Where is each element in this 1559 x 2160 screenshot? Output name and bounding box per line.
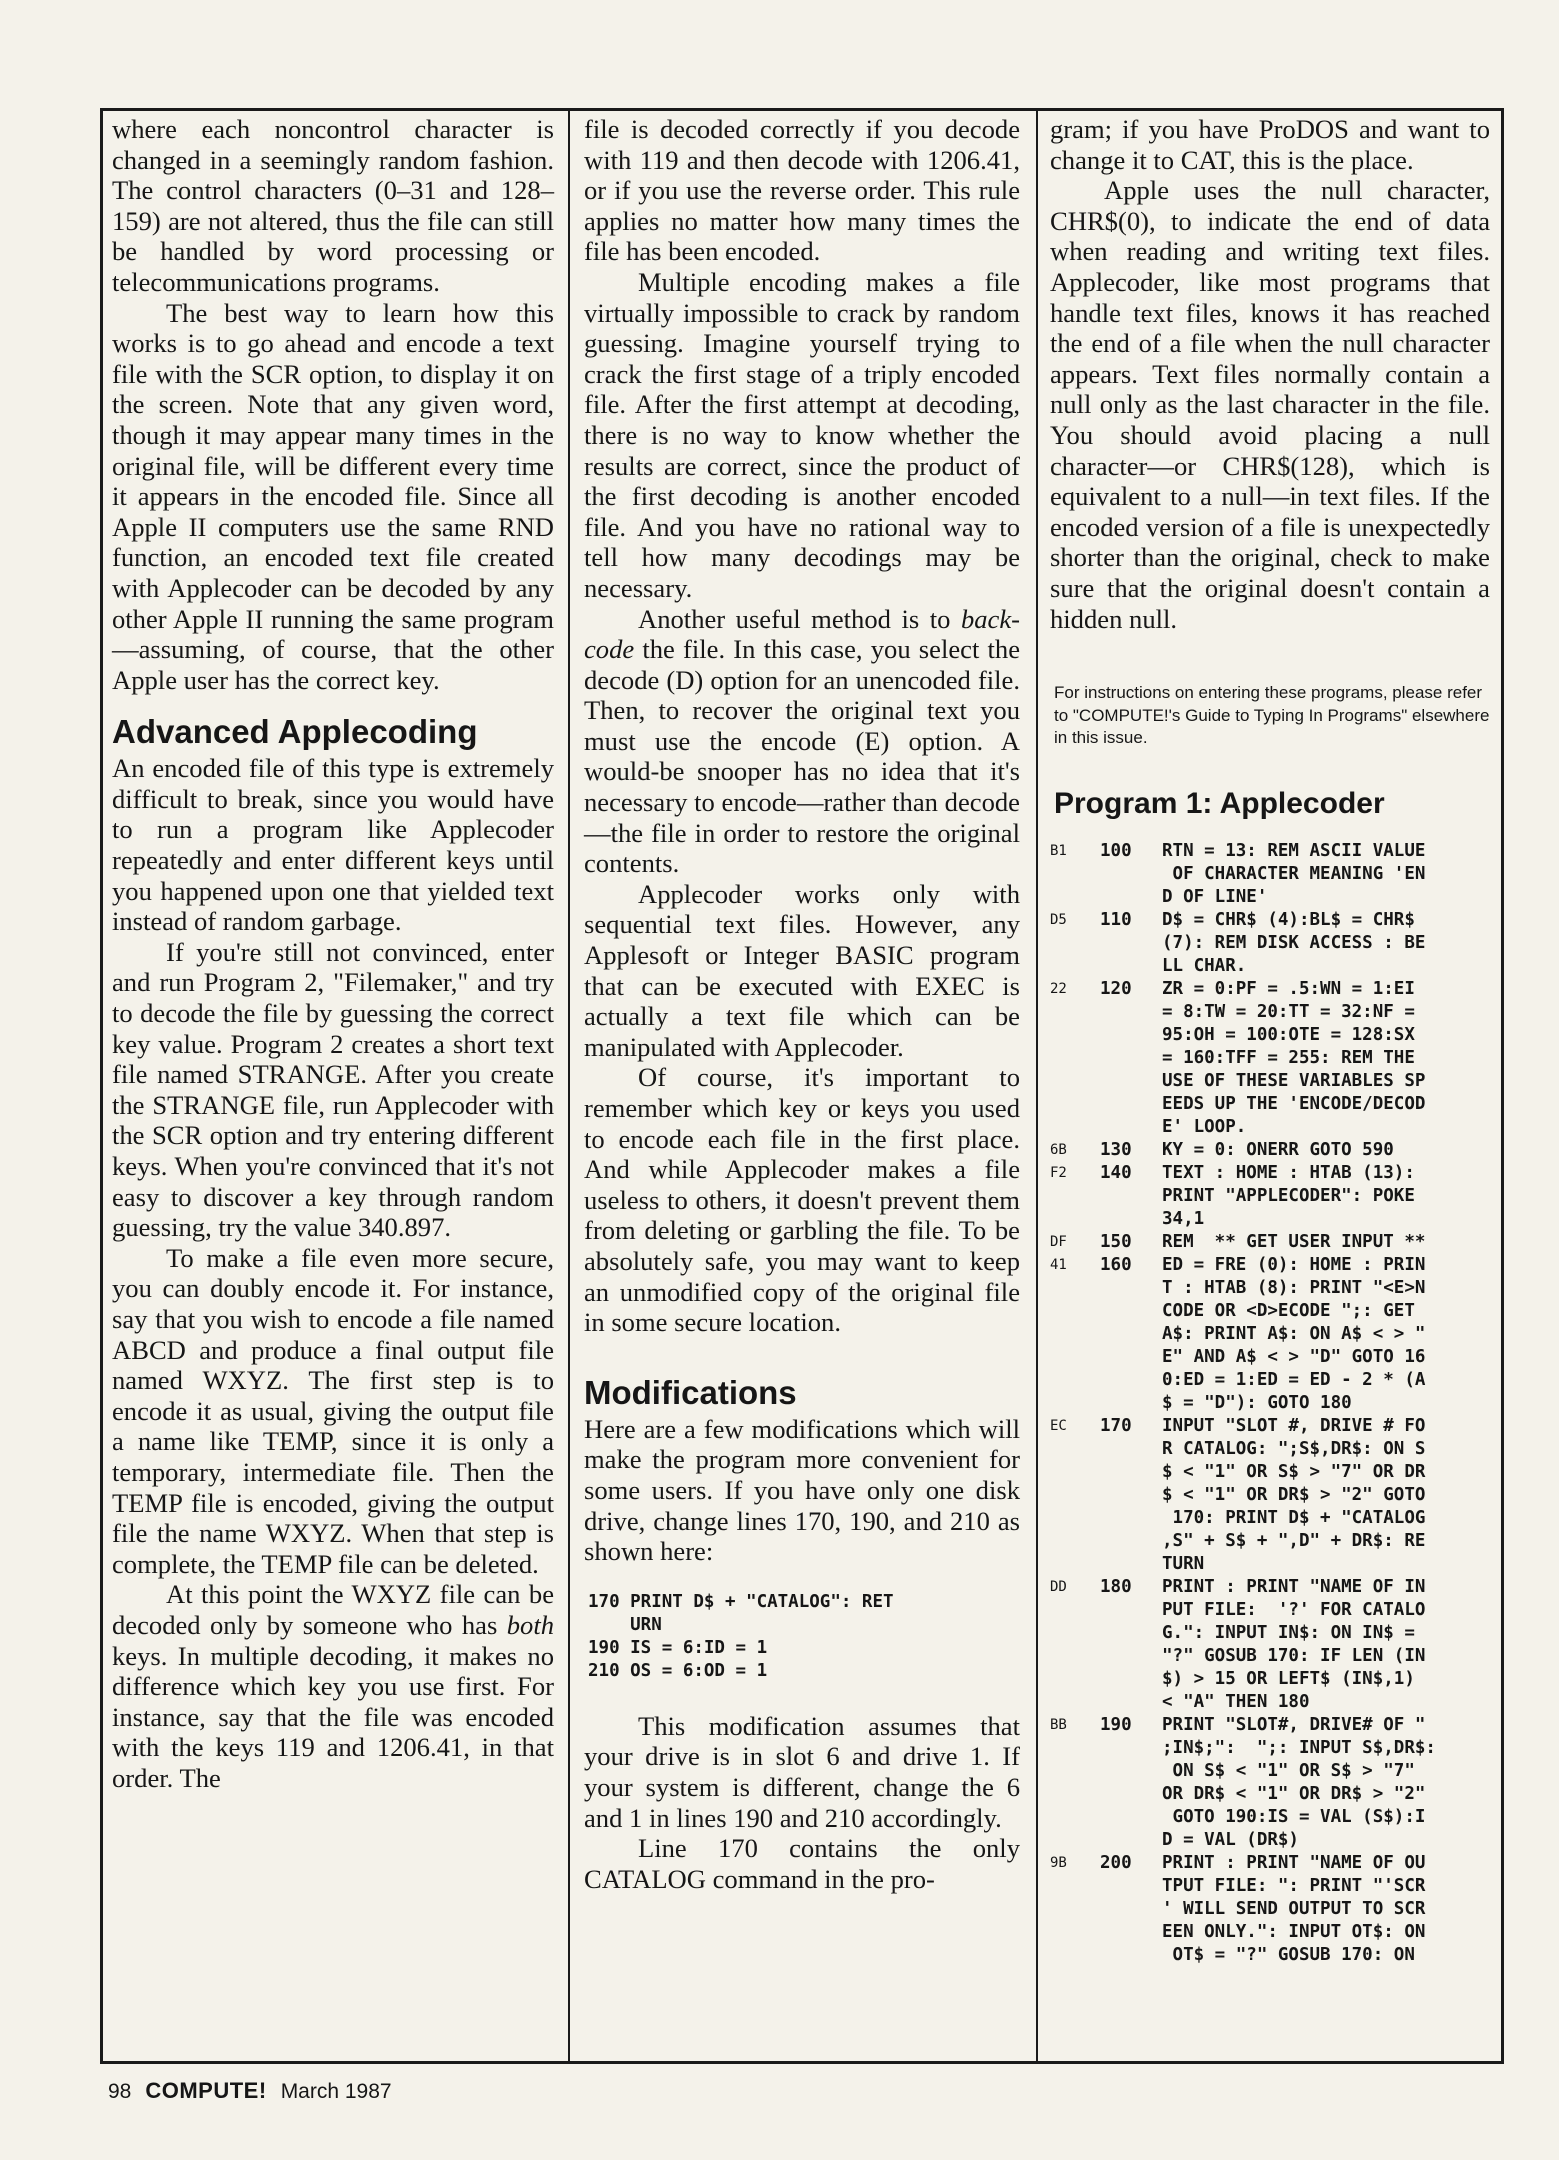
listing-line (1050, 1622, 1490, 1645)
code-text: REM ** GET USER INPUT ** (1162, 1231, 1426, 1252)
checksum (1050, 1921, 1100, 1944)
code-text: GOTO 190:IS = VAL (S$):I (1162, 1806, 1426, 1827)
checksum (1050, 1760, 1100, 1783)
paragraph: Apple uses the null character, CHR$(0), to indicate the end of data when reading and writing text files. Applecoder, like most programs that handle text files, knows it has reached the end of a file when the null character appears. Text files normally contain a null only as the last character in the file. You should avoid placing a null character—or CHR$(128), which is equivalent to a null—in text files. If the encoded version of a file is unexpectedly shorter than the original, check to make sure that the original doesn't contain a hidden null. (1050, 175, 1490, 634)
line-number: 170 (1100, 1415, 1132, 1436)
code-text: PRINT "APPLECODER": POKE (1162, 1185, 1415, 1206)
program-title: Program 1: Applecoder (1054, 786, 1385, 820)
checksum: DF (1050, 1233, 1067, 1250)
checksum (1050, 1001, 1100, 1024)
checksum (1050, 955, 1100, 978)
text-run: keys. In multiple decoding, it makes no difference which key you use first. For instance, say that the file was encoded with the keys 119 and 1206.41, in that order. The (112, 1640, 554, 1793)
code-text: < "A" THEN 180 (1162, 1691, 1310, 1712)
line-number (1100, 1737, 1162, 1760)
code-text: TURN (1162, 1553, 1205, 1574)
code-text: ,S" + S$ + ",D" + DR$: RE (1162, 1530, 1426, 1551)
line-number (1100, 1369, 1162, 1392)
line-number (1100, 1070, 1162, 1093)
checksum (1050, 1622, 1100, 1645)
code-text: LL CHAR. (1162, 955, 1247, 976)
line-number (1100, 1323, 1162, 1346)
column-2 (584, 114, 1020, 1894)
line-number (1100, 1944, 1162, 1967)
listing-line (1050, 1277, 1490, 1300)
checksum (1050, 1323, 1100, 1346)
line-number (1100, 1047, 1162, 1070)
checksum: 6B (1050, 1141, 1067, 1158)
code-text: RTN = 13: REM ASCII VALUE (1162, 840, 1426, 861)
line-number (1100, 955, 1162, 978)
code-text: OF CHARACTER MEANING 'EN (1162, 863, 1426, 884)
paragraph: Applecoder works only with sequential text files. However, any Applesoft or Integer BASIC program that can be executed with EXEC is actually a text file which can be manipulated with Applecoder. (584, 878, 1020, 1062)
listing-line (1050, 1070, 1490, 1093)
code-line: URN (588, 1614, 662, 1635)
column-1 (112, 114, 554, 1793)
listing-line (1050, 1553, 1490, 1576)
checksum (1050, 1507, 1100, 1530)
listing-line (1050, 1530, 1490, 1553)
code-text: $ < "1" OR S$ > "7" OR DR (1162, 1461, 1426, 1482)
code-text: PUT FILE: '?' FOR CATALO (1162, 1599, 1426, 1620)
listing-line (1050, 1300, 1490, 1323)
line-number (1100, 1461, 1162, 1484)
code-text: D$ = CHR$ (4):BL$ = CHR$ (1162, 909, 1415, 930)
line-number (1100, 1553, 1162, 1576)
code-text: G.": INPUT IN$: ON IN$ = (1162, 1622, 1415, 1643)
listing-line (1050, 1438, 1490, 1461)
line-number (1100, 1300, 1162, 1323)
line-number: 130 (1100, 1139, 1132, 1160)
checksum: 41 (1050, 1256, 1067, 1273)
paragraph: where each noncontrol character is changed in a seemingly random fashion. The control characters (0–31 and 128–159) are not altered, thus the file can still be handled by word processing or telecommunications programs. (112, 114, 554, 297)
paragraph: gram; if you have ProDOS and want to change it to CAT, this is the place. (1050, 114, 1490, 175)
line-number (1100, 1829, 1162, 1852)
line-number (1100, 1691, 1162, 1714)
checksum (1050, 1208, 1100, 1231)
code-text: = 8:TW = 20:TT = 32:NF = (1162, 1001, 1415, 1022)
listing-line (1050, 1576, 1490, 1599)
code-text: PRINT : PRINT "NAME OF OU (1162, 1852, 1426, 1873)
line-number (1100, 1277, 1162, 1300)
checksum (1050, 1806, 1100, 1829)
listing-line (1050, 1875, 1490, 1898)
paragraph: Line 170 contains the only CATALOG command in the pro- (584, 1833, 1020, 1894)
checksum (1050, 1116, 1100, 1139)
checksum: F2 (1050, 1164, 1067, 1181)
listing-line (1050, 1185, 1490, 1208)
section-heading-advanced: Advanced Applecoding (112, 713, 478, 751)
line-number: 190 (1100, 1714, 1132, 1735)
line-number (1100, 1760, 1162, 1783)
listing-line (1050, 1369, 1490, 1392)
line-number (1100, 1668, 1162, 1691)
checksum (1050, 886, 1100, 909)
code-text: CODE OR <D>ECODE ";: GET (1162, 1300, 1415, 1321)
checksum: EC (1050, 1417, 1067, 1434)
listing-line (1050, 1944, 1490, 1967)
listing-line (1050, 1461, 1490, 1484)
code-text: TPUT FILE: ": PRINT "'SCR (1162, 1875, 1426, 1896)
line-number (1100, 1024, 1162, 1047)
checksum: DD (1050, 1578, 1067, 1595)
code-text: PRINT : PRINT "NAME OF IN (1162, 1576, 1426, 1597)
section-heading-modifications: Modifications (584, 1373, 797, 1411)
checksum (1050, 1829, 1100, 1852)
listing-line (1050, 1760, 1490, 1783)
checksum (1050, 1553, 1100, 1576)
listing-line (1050, 932, 1490, 955)
code-text: 95:OH = 100:OTE = 128:SX (1162, 1024, 1415, 1045)
line-number: 150 (1100, 1231, 1132, 1252)
paragraph (584, 604, 1020, 879)
paragraph: An encoded file of this type is extremely difficult to break, since you would have to run a program like Applecoder repeatedly and enter different keys until you happened upon one that yielded text instead of random garbage. (112, 753, 554, 937)
listing-line (1050, 1645, 1490, 1668)
line-number (1100, 1530, 1162, 1553)
listing-line (1050, 886, 1490, 909)
code-text: 34,1 (1162, 1208, 1205, 1229)
listing-line (1050, 1047, 1490, 1070)
code-text: $) > 15 OR LEFT$ (IN$,1) (1162, 1668, 1415, 1689)
listing-line (1050, 955, 1490, 978)
paragraph: This modification assumes that your drive is in slot 6 and drive 1. If your system is different, change the 6 and 1 in lines 190 and 210 accordingly. (584, 1710, 1020, 1833)
listing-line (1050, 840, 1490, 863)
line-number: 120 (1100, 978, 1132, 999)
line-number (1100, 1392, 1162, 1415)
emphasis: both (506, 1609, 554, 1640)
code-text: E" AND A$ < > "D" GOTO 16 (1162, 1346, 1426, 1367)
checksum (1050, 1737, 1100, 1760)
listing-line (1050, 1714, 1490, 1737)
listing-line (1050, 1392, 1490, 1415)
line-number (1100, 1185, 1162, 1208)
paragraph: If you're still not convinced, enter and run Program 2, "Filemaker," and try to decode the file by guessing the correct key value. Program 2 creates a short text file named STRANGE. After you create the STRANGE file, run Applecoder with the SCR option and try entering different keys. When you're convinced that it's not easy to discover a key through random guessing, try the value 340.897. (112, 936, 554, 1243)
line-number (1100, 1783, 1162, 1806)
listing-line (1050, 1691, 1490, 1714)
checksum (1050, 1300, 1100, 1323)
checksum (1050, 1783, 1100, 1806)
listing-line (1050, 978, 1490, 1001)
paragraph: file is decoded correctly if you decode with 119 and then decode with 1206.41, or if you use the reverse order. This rule applies no matter how many times the file has been encoded. (584, 114, 1020, 267)
listing-line (1050, 1829, 1490, 1852)
checksum (1050, 1392, 1100, 1415)
listing-line (1050, 909, 1490, 932)
checksum (1050, 1185, 1100, 1208)
checksum (1050, 1070, 1100, 1093)
column-rule-2 (1036, 108, 1038, 2064)
page-number: 98 (108, 2080, 132, 2103)
code-text: $ < "1" OR DR$ > "2" GOTO (1162, 1484, 1426, 1505)
line-number (1100, 1645, 1162, 1668)
code-line: 170 PRINT D$ + "CATALOG": RET (588, 1591, 894, 1612)
code-text: EEDS UP THE 'ENCODE/DECOD (1162, 1093, 1426, 1114)
line-number (1100, 1507, 1162, 1530)
code-text: TEXT : HOME : HTAB (13): (1162, 1162, 1415, 1183)
checksum (1050, 1898, 1100, 1921)
code-text: 170: PRINT D$ + "CATALOG (1162, 1507, 1426, 1528)
listing-line (1050, 1346, 1490, 1369)
code-text: = 160:TFF = 255: REM THE (1162, 1047, 1415, 1068)
line-number (1100, 1622, 1162, 1645)
listing-line (1050, 1231, 1490, 1254)
listing-line (1050, 1093, 1490, 1116)
issue-date: March 1987 (280, 2080, 392, 2103)
code-text: EEN ONLY.": INPUT OT$: ON (1162, 1921, 1426, 1942)
checksum (1050, 1875, 1100, 1898)
checksum (1050, 1484, 1100, 1507)
code-text: R CATALOG: ";S$,DR$: ON S (1162, 1438, 1426, 1459)
emphasis: back-code (584, 603, 1020, 665)
line-number: 140 (1100, 1162, 1132, 1183)
code-line: 190 IS = 6:ID = 1 (588, 1637, 768, 1658)
line-number (1100, 1898, 1162, 1921)
listing-line (1050, 1668, 1490, 1691)
program-listing (1050, 840, 1490, 1967)
column-3 (1050, 114, 1490, 1967)
paragraph: Of course, it's important to remember which key or keys you used to encode each file in the first place. And while Applecoder makes a file useless to others, it doesn't prevent them from deleting or garbling the file. To be absolutely safe, you may want to keep an unmodified copy of the original file in some secure location. (584, 1062, 1020, 1338)
listing-line (1050, 1024, 1490, 1047)
checksum (1050, 1047, 1100, 1070)
listing-line (1050, 1323, 1490, 1346)
line-number (1100, 1484, 1162, 1507)
line-number (1100, 1116, 1162, 1139)
checksum (1050, 1277, 1100, 1300)
line-number: 100 (1100, 840, 1132, 861)
line-number: 180 (1100, 1576, 1132, 1597)
listing-line (1050, 1852, 1490, 1875)
code-text: "?" GOSUB 170: IF LEN (IN (1162, 1645, 1426, 1666)
line-number (1100, 1438, 1162, 1461)
code-text: PRINT "SLOT#, DRIVE# OF " (1162, 1714, 1426, 1735)
checksum (1050, 1346, 1100, 1369)
listing-line (1050, 863, 1490, 886)
line-number: 160 (1100, 1254, 1132, 1275)
code-text: ON S$ < "1" OR S$ > "7" (1162, 1760, 1415, 1781)
checksum (1050, 1093, 1100, 1116)
code-text: KY = 0: ONERR GOTO 590 (1162, 1139, 1394, 1160)
text-run: Another useful method is to (638, 603, 961, 634)
code-text: 0:ED = 1:ED = ED - 2 * (A (1162, 1369, 1426, 1390)
checksum (1050, 1668, 1100, 1691)
listing-line (1050, 1484, 1490, 1507)
checksum (1050, 1530, 1100, 1553)
code-text: A$: PRINT A$: ON A$ < > " (1162, 1323, 1426, 1344)
code-text: $ = "D"): GOTO 180 (1162, 1392, 1352, 1413)
listing-line (1050, 1001, 1490, 1024)
checksum (1050, 1645, 1100, 1668)
listing-line (1050, 1599, 1490, 1622)
listing-line (1050, 1737, 1490, 1760)
code-text: T : HTAB (8): PRINT "<E>N (1162, 1277, 1426, 1298)
line-number (1100, 1346, 1162, 1369)
listing-line (1050, 1921, 1490, 1944)
checksum (1050, 1461, 1100, 1484)
code-text: ' WILL SEND OUTPUT TO SCR (1162, 1898, 1426, 1919)
listing-line (1050, 1783, 1490, 1806)
paragraph: To make a file even more secure, you can doubly encode it. For instance, say that you wish to encode a file named ABCD and produce a final output file named WXYZ. The first step is to encode it as usual, giving the output file a name like TEMP, since it is only a temporary, intermediate file. Then the TEMP file is encoded, giving the output file the name WXYZ. When that step is complete, the TEMP file can be deleted. (112, 1242, 554, 1579)
listing-line (1050, 1208, 1490, 1231)
listing-line (1050, 1507, 1490, 1530)
line-number (1100, 1921, 1162, 1944)
line-number (1100, 932, 1162, 955)
listing-line (1050, 1162, 1490, 1185)
page-footer (108, 2078, 392, 2104)
code-text: E' LOOP. (1162, 1116, 1247, 1137)
checksum (1050, 1599, 1100, 1622)
checksum: BB (1050, 1716, 1067, 1733)
code-text: USE OF THESE VARIABLES SP (1162, 1070, 1426, 1091)
code-text: INPUT "SLOT #, DRIVE # FO (1162, 1415, 1426, 1436)
code-text: (7): REM DISK ACCESS : BE (1162, 932, 1426, 953)
line-number (1100, 1875, 1162, 1898)
checksum (1050, 1369, 1100, 1392)
paragraph: The best way to learn how this works is to go ahead and encode a text file with the SCR option, to display it on the screen. Note that any given word, though it may appear many times in the original file, will be different every time it appears in the encoded file. Since all Apple II computers use the same RND function, an encoded text file created with Applecoder can be decoded by any other Apple II running the same program—assuming, of course, that the other Apple user has the correct key. (112, 297, 554, 695)
modification-code (588, 1591, 1020, 1683)
line-number (1100, 1208, 1162, 1231)
magazine-name: COMPUTE! (145, 2078, 267, 2103)
line-number (1100, 1093, 1162, 1116)
column-rule-1 (568, 108, 570, 2064)
paragraph (112, 1579, 554, 1793)
checksum: 9B (1050, 1854, 1067, 1871)
code-text: ;IN$;": ";: INPUT S$,DR$: (1162, 1737, 1436, 1758)
checksum: D5 (1050, 911, 1067, 928)
listing-line (1050, 1898, 1490, 1921)
line-number (1100, 886, 1162, 909)
checksum (1050, 1691, 1100, 1714)
checksum (1050, 1024, 1100, 1047)
code-text: OR DR$ < "1" OR DR$ > "2" (1162, 1783, 1426, 1804)
paragraph: Multiple encoding makes a file virtually impossible to crack by random guessing. Imagine yourself trying to crack the first stage of a triply encoded file. After the first attempt at decoding, there is no way to know whether the results are correct, since the product of the first decoding is another encoded file. And you have no rational way to tell how many decodings may be necessary. (584, 266, 1020, 603)
code-text: D = VAL (DR$) (1162, 1829, 1299, 1850)
listing-line (1050, 1806, 1490, 1829)
listing-line (1050, 1415, 1490, 1438)
listing-line (1050, 1139, 1490, 1162)
line-number (1100, 1599, 1162, 1622)
code-text: OT$ = "?" GOSUB 170: ON (1162, 1944, 1415, 1965)
listing-line (1050, 1116, 1490, 1139)
line-number (1100, 863, 1162, 886)
checksum: 22 (1050, 980, 1067, 997)
typing-instructions-note: For instructions on entering these programs, please refer to "COMPUTE!'s Guide to Typing In Programs" elsewhere in this issue. (1054, 683, 1490, 748)
checksum (1050, 863, 1100, 886)
code-text: ED = FRE (0): HOME : PRIN (1162, 1254, 1426, 1275)
code-text: D OF LINE' (1162, 886, 1268, 907)
checksum (1050, 1944, 1100, 1967)
checksum: B1 (1050, 842, 1067, 859)
listing-line (1050, 1254, 1490, 1277)
checksum (1050, 932, 1100, 955)
code-line: 210 OS = 6:OD = 1 (588, 1660, 768, 1681)
text-run: At this point the WXYZ file can be decoded only by someone who has (112, 1579, 554, 1640)
code-text: ZR = 0:PF = .5:WN = 1:EI (1162, 978, 1415, 999)
line-number: 110 (1100, 909, 1132, 930)
text-run: the file. In this case, you select the decode (D) option for an unencoded file. Then, to recover the original text you must use the encode (E) option. A would-be snooper has no idea that it's necessary to encode—rather than decode—the file in order to restore the original contents. (584, 634, 1020, 879)
checksum (1050, 1438, 1100, 1461)
paragraph: Here are a few modifications which will make the program more convenient for some users. If you have only one disk drive, change lines 170, 190, and 210 as shown here: (584, 1413, 1020, 1567)
line-number (1100, 1806, 1162, 1829)
line-number: 200 (1100, 1852, 1132, 1873)
line-number (1100, 1001, 1162, 1024)
